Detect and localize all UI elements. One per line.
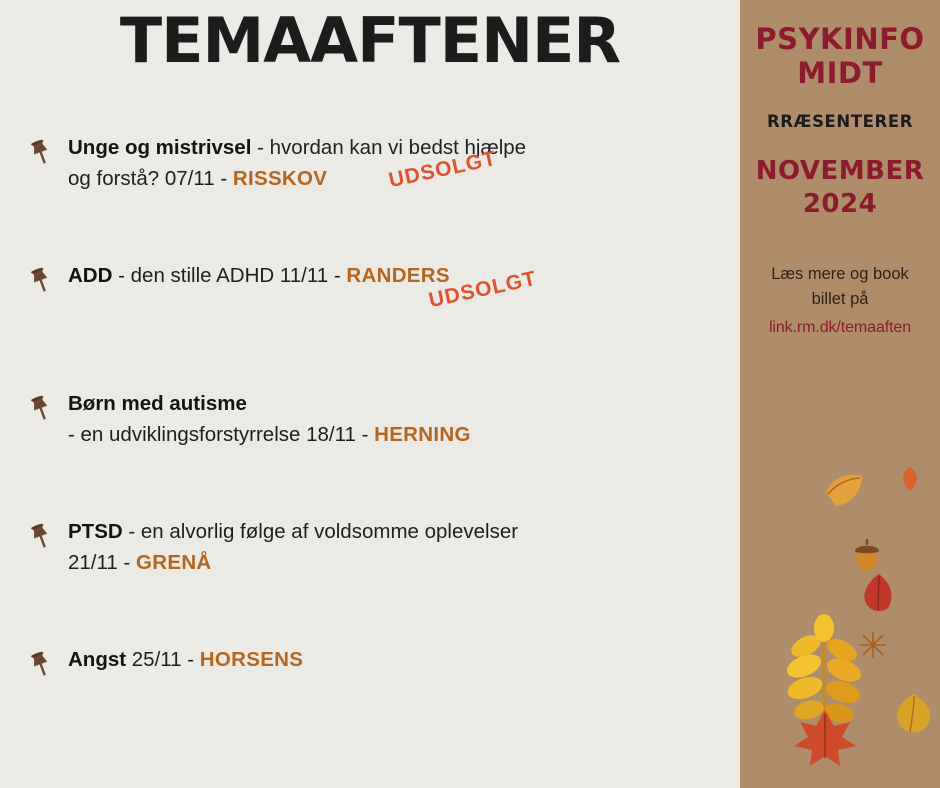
booking-line-1: Læs mere og book <box>771 265 909 284</box>
event-title: Unge og mistrivsel <box>68 136 252 159</box>
list-item <box>0 516 740 616</box>
leaf-icon <box>858 630 888 665</box>
event-desc-2: og forstå? 07/11 - <box>68 167 233 190</box>
leaf-icon <box>898 466 922 497</box>
booking-info <box>740 262 940 340</box>
event-text <box>68 388 722 450</box>
month-label: NOVEMBER <box>755 156 925 187</box>
event-place: HERNING <box>374 423 471 446</box>
pushpin-icon <box>26 394 56 424</box>
status-badge: UDSOLGT <box>426 266 539 313</box>
list-item <box>0 132 740 232</box>
event-desc-1: - en alvorlig følge af voldsomme oplevelser <box>122 520 519 543</box>
event-text <box>68 644 722 675</box>
event-title: PTSD <box>68 520 123 543</box>
booking-link[interactable]: link.rm.dk/temaaften <box>768 318 912 336</box>
brand-line-2: MIDT <box>797 56 883 91</box>
event-title: Børn med autisme <box>68 392 247 415</box>
leaf-icon <box>892 692 936 741</box>
list-item <box>0 644 740 744</box>
presents-label: RRÆSENTERER <box>766 112 914 132</box>
list-item <box>0 260 740 360</box>
page-title: TEMAAFTENER <box>119 4 621 77</box>
event-desc-1: 25/11 - <box>126 648 200 671</box>
status-badge: UDSOLGT <box>386 146 499 193</box>
list-item <box>0 388 740 488</box>
event-desc-1: - hvordan kan vi bedst hjælpe <box>251 136 527 159</box>
event-title: ADD <box>68 264 113 287</box>
pushpin-icon <box>26 650 56 680</box>
event-text <box>68 516 722 578</box>
year-label: 2024 <box>802 188 878 219</box>
month-year <box>740 155 940 220</box>
event-place: HORSENS <box>199 648 304 671</box>
event-title: Angst <box>68 648 127 671</box>
pushpin-icon <box>26 138 56 168</box>
event-list <box>0 132 740 744</box>
event-place: RANDERS <box>346 264 450 287</box>
pushpin-icon <box>26 266 56 296</box>
event-desc-2: - en udviklingsforstyrrelse 18/11 - <box>68 423 375 446</box>
booking-line-2: billet på <box>811 290 869 309</box>
brand-name <box>740 22 940 90</box>
pushpin-icon <box>26 522 56 552</box>
event-desc-1: - den stille ADHD 11/11 - <box>112 264 347 287</box>
event-place: GRENÅ <box>136 551 212 574</box>
brand-line-1: PSYKINFO <box>755 22 925 56</box>
event-desc-2: 21/11 - <box>68 551 136 574</box>
leaf-icon <box>822 470 868 515</box>
event-text <box>68 260 722 291</box>
leaf-icon <box>790 706 860 781</box>
poster-sidebar <box>740 0 940 788</box>
event-place: RISSKOV <box>232 167 328 190</box>
